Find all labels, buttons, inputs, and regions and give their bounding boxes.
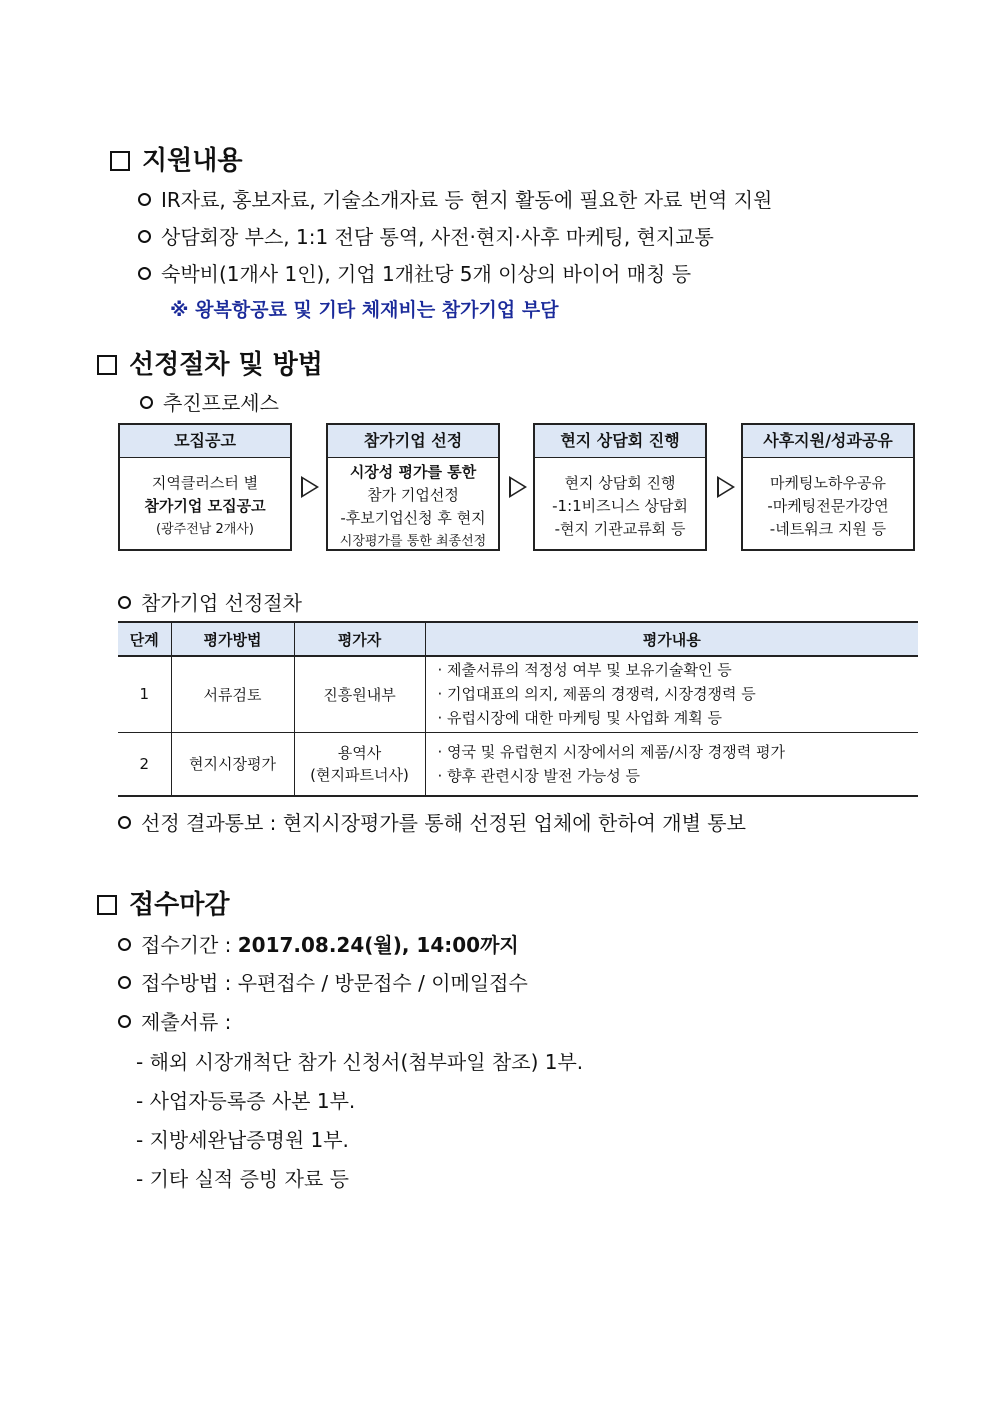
process-step-line: -네트워크 지원 등: [769, 520, 887, 538]
section-heading-selection: 선정절차 및 방법: [97, 344, 323, 381]
deadline-method: 접수방법 : 우편접수 / 방문접수 / 이메일접수: [118, 967, 528, 996]
process-step-box: [533, 423, 707, 551]
process-step-title: 현지 상담회 진행: [535, 425, 705, 458]
content-cell: · 영국 및 유럽현지 시장에서의 제품/시장 경쟁력 평가 · 향후 관련시장 발전 가능성 등: [425, 732, 918, 796]
circle-bullet-icon: [118, 938, 131, 951]
process-step-line: 시장평가를 통한 최종선정: [339, 534, 487, 549]
deadline-date: 2017.08.24(월), 14:00까지: [237, 933, 519, 957]
process-step-box: [326, 423, 500, 551]
process-step-line: 마케팅노하우공유: [770, 474, 886, 492]
support-item: 숙박비(1개사 1인), 기업 1개社당 5개 이상의 바이어 매칭 등: [138, 258, 691, 287]
evaluator-cell: 용역사 (현지파트너사): [294, 732, 425, 796]
content-cell: · 제출서류의 적정성 여부 및 보유기술확인 등 · 기업대표의 의지, 제품의 경쟁력, 시장경쟁력 등 · 유럽시장에 대한 마케팅 및 사업화 계획 등: [425, 656, 918, 732]
circle-bullet-icon: [138, 193, 151, 206]
support-item: 상담회장 부스, 1:1 전담 통역, 사전·현지·사후 마케팅, 현지교통: [138, 221, 714, 250]
doc-item: - 사업자등록증 사본 1부.: [136, 1089, 356, 1113]
step-cell: 1: [118, 656, 171, 732]
section-heading-deadline: 접수마감: [97, 884, 229, 921]
circle-bullet-icon: [138, 267, 151, 280]
doc-item: - 지방세완납증명원 1부.: [136, 1128, 349, 1152]
process-step-line: -1:1비즈니스 상담회: [552, 497, 688, 515]
process-step-line: 현지 상담회 진행: [564, 474, 676, 492]
evaluation-table: [118, 621, 918, 797]
process-step-line: 지역클러스터 별: [151, 474, 259, 492]
circle-bullet-icon: [118, 596, 131, 609]
step-cell: 2: [118, 732, 171, 796]
process-step-box: [741, 423, 915, 551]
process-step-line: -마케팅전문가강연: [767, 497, 889, 515]
process-step-line: -후보기업신청 후 현지: [340, 509, 486, 527]
checkbox-square-icon: [110, 151, 130, 171]
arrow-right-icon: [717, 476, 735, 498]
support-item: IR자료, 홍보자료, 기술소개자료 등 현지 활동에 필요한 자료 번역 지원: [138, 184, 772, 213]
process-step-line: 참가 기업선정: [367, 486, 459, 504]
table-row: [118, 656, 918, 732]
deadline-docs-label: 제출서류 :: [118, 1006, 231, 1035]
doc-item: - 해외 시장개척단 참가 신청서(첨부파일 참조) 1부.: [136, 1050, 584, 1074]
arrow-right-icon: [301, 476, 319, 498]
column-header: 단계: [118, 622, 171, 656]
circle-bullet-icon: [138, 230, 151, 243]
doc-item: - 기타 실적 증빙 자료 등: [136, 1167, 349, 1191]
process-step-title: 참가기업 선정: [328, 425, 498, 458]
process-step-line: -현지 기관교류회 등: [554, 520, 686, 538]
checkbox-square-icon: [97, 355, 117, 375]
process-step-box: [118, 423, 292, 551]
column-header: 평가자: [294, 622, 425, 656]
arrow-right-icon: [509, 476, 527, 498]
procedure-label: 참가기업 선정절차: [118, 587, 302, 616]
process-step-title: 사후지원/성과공유: [743, 425, 913, 458]
method-cell: 서류검토: [171, 656, 294, 732]
checkbox-square-icon: [97, 895, 117, 915]
circle-bullet-icon: [118, 1015, 131, 1028]
result-notice: 선정 결과통보 : 현지시장평가를 통해 선정된 업체에 한하여 개별 통보: [118, 807, 746, 836]
process-label: 추진프로세스: [140, 387, 279, 416]
table-header-row: [118, 622, 918, 656]
column-header: 평가방법: [171, 622, 294, 656]
support-note: ※ 왕복항공료 및 기타 체재비는 참가기업 부담: [170, 299, 559, 321]
method-cell: 현지시장평가: [171, 732, 294, 796]
process-step-line: (광주전남 2개사): [156, 522, 254, 537]
column-header: 평가내용: [425, 622, 918, 656]
circle-bullet-icon: [118, 976, 131, 989]
process-step-line: 참가기업 모집공고: [144, 497, 266, 515]
process-step-title: 모집공고: [120, 425, 290, 458]
deadline-period: 접수기간 : 2017.08.24(월), 14:00까지: [118, 929, 519, 958]
table-row: [118, 732, 918, 796]
evaluator-cell: 진흥원내부: [294, 656, 425, 732]
circle-bullet-icon: [140, 396, 153, 409]
process-step-line: 시장성 평가를 통한: [349, 463, 477, 481]
circle-bullet-icon: [118, 816, 131, 829]
section-heading-support: 지원내용: [110, 140, 242, 177]
